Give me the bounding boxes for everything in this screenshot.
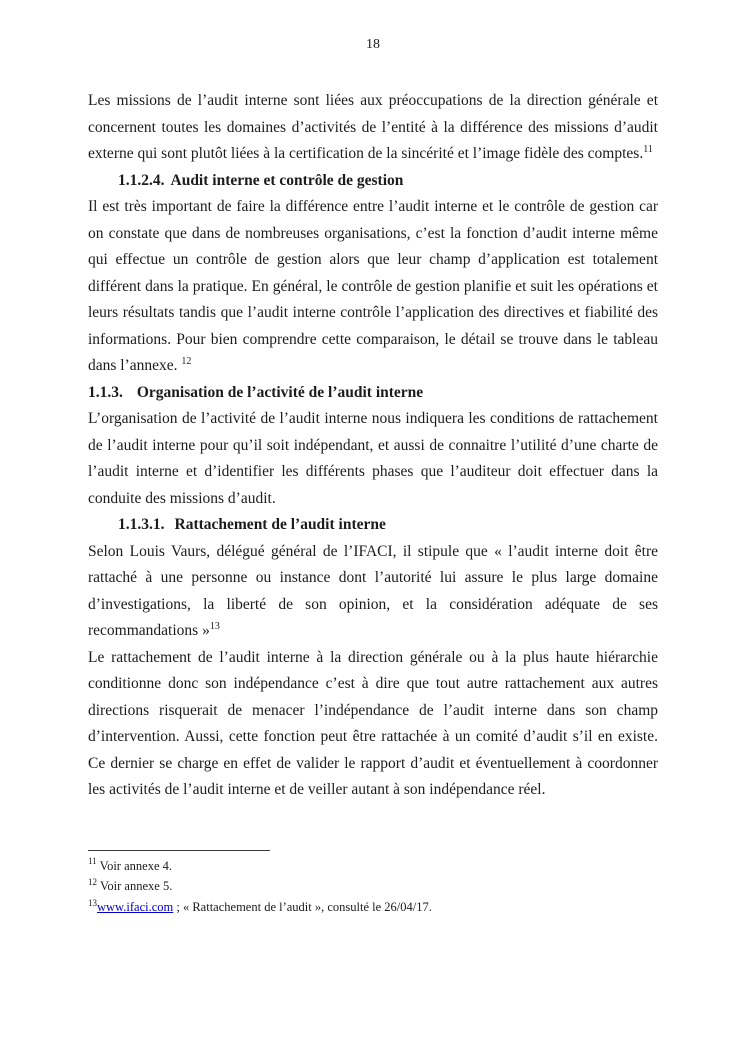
heading-number: 1.1.3.1. <box>118 516 165 533</box>
heading-title: Organisation de l’activité de l’audit interne <box>136 383 424 401</box>
heading-1-1-3 <box>88 380 658 407</box>
paragraph-organisation-activite: L’organisation de l’activité de l’audit interne nous indiquera les conditions de rattachement de l’audit interne pour qu’il soit indépendant, et aussi de connaitre l’utilité d’une charte de l’audit interne et d’identifier les différents phases que l’auditeur doit effectuer dans la conduite des missions d’audit. <box>88 410 658 507</box>
footnote-text: Voir annexe 5. <box>100 879 173 893</box>
footnote-11 <box>88 856 658 877</box>
footnote-ref-12: 12 <box>181 355 192 367</box>
paragraph-missions-audit-interne <box>88 88 658 168</box>
heading-1-1-3-1 <box>88 512 658 539</box>
footnote-marker-12: 12 <box>88 876 97 887</box>
paragraph-citation-louis-vaurs <box>88 539 658 645</box>
heading-number: 1.1.2.4. <box>118 171 165 189</box>
footnotes-section <box>88 850 658 918</box>
heading-1-1-2-4 <box>88 168 658 195</box>
page-number: 18 <box>366 37 380 52</box>
footnote-13 <box>88 897 658 918</box>
paragraph-text: Selon Louis Vaurs, délégué général de l’IFACI, il stipule que « l’audit interne doit être rattaché à une personne ou instance dont l’autorité lui assure le plus large domaine d’investigations, la liberté de son opinion, et la considération adéquate de ses recommandations » <box>88 542 658 639</box>
heading-title: Rattachement de l’audit interne <box>174 516 386 533</box>
footnote-separator-rule <box>88 850 270 851</box>
footnote-12 <box>88 876 658 897</box>
footnote-ref-11: 11 <box>643 143 653 155</box>
footnote-marker-11: 11 <box>88 856 97 867</box>
footnote-marker-13: 13 <box>88 897 97 908</box>
paragraph-difference-controle-gestion <box>88 194 658 380</box>
heading-number: 1.1.3. <box>88 383 123 401</box>
paragraph-text: Il est très important de faire la différence entre l’audit interne et le contrôle de gestion car on constate que dans de nombreuses organisations, c’est la fonction d’audit interne même qui effectue un contrôle de gestion alors que leur champ d’application est totalement différent dans la pratique. En général, le contrôle de gestion planifie et suit les opérations et leurs résultats tandis que l’audit interne contrôle l’application des directives et fiabilité des informations. Pour bien comprendre cette comparaison, le détail se trouve dans le tableau dans l’annexe. <box>88 198 658 374</box>
footnote-ref-13: 13 <box>209 620 220 632</box>
footnote-text: ; « Rattachement de l’audit », consulté le 26/04/17. <box>173 899 432 914</box>
heading-title: Audit interne et contrôle de gestion <box>170 171 404 189</box>
paragraph-rattachement-direction: Le rattachement de l’audit interne à la direction générale ou à la plus haute hiérarchie conditionne donc son indépendance c’est à dire que tout autre rattachement aux autres directions risquerait de menacer l’indépendance de l’audit interne dans son champ d’intervention. Aussi, cette fonction peut être rattachée à un comité d’audit s’il en existe. Ce dernier se charge en effet de valider le rapport d’audit et éventuellement à coordonner les activités de l’audit interne et de veiller autant à son indépendance réel. <box>88 648 658 798</box>
footnote-text: Voir annexe 4. <box>99 858 172 873</box>
ifaci-link[interactable]: www.ifaci.com <box>97 899 174 914</box>
paragraph-text: Les missions de l’audit interne sont liées aux préoccupations de la direction générale et concernent toutes les domaines d’activités de l’entité à la différence des missions d’audit externe qui sont plutôt liées à la certification de la sincérité et l’image fidèle des comptes. <box>88 92 658 162</box>
